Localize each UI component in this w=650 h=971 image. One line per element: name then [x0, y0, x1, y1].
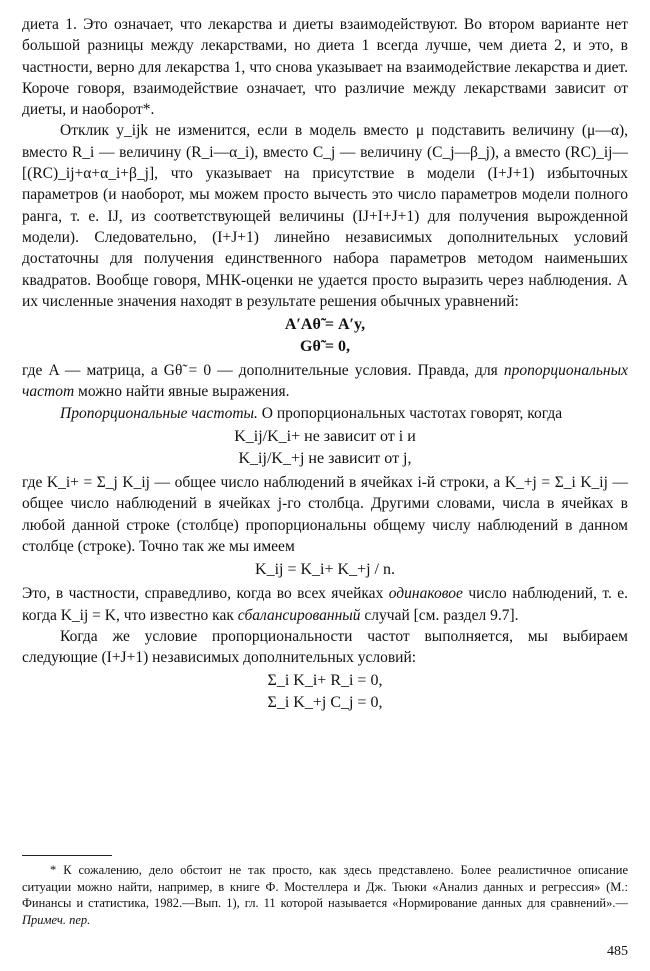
- equation-group-1: [22, 314, 628, 358]
- equation-proportional: K_ij = K_i+ K_+j / n.: [255, 561, 395, 579]
- paragraph-2: Отклик y_ijk не изменится, если в модель вместо μ подставить величину (μ—α), вместо R_i — величину (R_i—α_i), вместо C_j — величину (C_j—β_j), а вместо (RC)_ij—[(RC)_ij+α+α_i+β_j], что указывает на присутствие в модели (I+J+1) избыточных параметров (и наоборот, мы можем просто вычесть это число параметров модели полного ранга, т. е. IJ, из соответствующей величины (IJ+I+J+1) для получения вырожденной модели). Следовательно, (I+J+1) линейно независимых дополнительных условий достаточны для получения единственного набора параметров методом наименьших квадратов. Вообще говоря, МНК-оценки не удается просто выразить через наблюдения. А их численные значения находят в результате решения обычных уравнений:: [22, 122, 628, 310]
- page-number: 485: [607, 944, 628, 959]
- page-body: [22, 14, 629, 959]
- equation-row-constraint: Σ_i K_i+ R_i = 0,: [267, 672, 383, 690]
- paragraph-6-italic-equal: одинаковое: [388, 585, 463, 603]
- footnote-translator-note: Примеч. пер.: [22, 912, 91, 927]
- equation-normal: A′Aθ̃ = A′y,: [284, 316, 366, 334]
- paragraph-3-italic: пропорциональных частот: [22, 362, 628, 401]
- equation-group-2: [22, 426, 628, 470]
- paragraph-4-text: О пропорциональных частотах говорят, когда: [261, 404, 563, 422]
- paragraph-6-text-e: случай [см. раздел 9.7].: [364, 606, 519, 624]
- equation-group-4: [22, 670, 628, 714]
- paragraph-5: где K_i+ = Σ_j K_ij — общее число наблюдений в ячейках i-й строки, а K_+j = Σ_i K_ij — общее число наблюдений в ячейках j-го столбца. Другими словами, числа в ячейках в любой данной строке (столбце) пропорциональны общему числу наблюдений в данном столбце (строке). Точно так же мы имеем: [22, 474, 628, 555]
- paragraph-4: [22, 403, 628, 424]
- paragraph-6-text-c: число наблюдений, т. е. когда K_ij = K, что известно как: [22, 585, 629, 624]
- section-heading-proportional: Пропорциональные частоты.: [60, 404, 258, 422]
- paragraph-3-text-a: где A — матрица, а Gθ̃ = 0 — дополнительные условия. Правда, для: [22, 362, 498, 380]
- paragraph-6-italic-balanced: сбалансированный: [237, 606, 361, 624]
- paragraph-6: [22, 583, 628, 626]
- paragraph-3: [22, 360, 628, 403]
- footnote-divider: [22, 855, 112, 856]
- equation-col-constraint: Σ_i K_+j C_j = 0,: [267, 694, 383, 712]
- equation-constraint: Gθ̃ = 0,: [300, 338, 350, 356]
- paragraph-7: Когда же условие пропорциональности частот выполняется, мы выбираем следующие (I+J+1) независимых дополнительных условий:: [22, 627, 628, 667]
- equation-group-3: [22, 559, 628, 581]
- paragraph-1: диета 1. Это означает, что лекарства и диеты взаимодействуют. Во втором варианте нет большой разницы между лекарствами, но диета 1 всегда лучше, чем диета 2, и это, в частности, верно для лекарства 1, что снова указывает на взаимодействие лекарства и диет. Короче говоря, взаимодействие означает, что различие между лекарствами зависит от диеты, и наоборот*.: [22, 16, 628, 119]
- equation-col-ratio: K_ij/K_+j не зависит от j,: [238, 450, 412, 468]
- footnote: [22, 862, 628, 928]
- paragraph-3-text-c: можно найти явные выражения.: [78, 383, 290, 401]
- paragraph-6-text-a: Это, в частности, справедливо, когда во всех ячейках: [22, 585, 384, 603]
- footnote-text: * К сожалению, дело обстоит не так просто, как здесь представлено. Более реалистичное описание ситуации можно найти, например, в книге Ф. Мостеллера и Дж. Тьюки «Анализ данных и регрессия» (М.: Финансы и статистика, 1982.—Вып. 1), гл. 11 которой называется «Нормирование данных для сравнений».—: [22, 863, 628, 910]
- equation-row-ratio: K_ij/K_i+ не зависит от i и: [234, 428, 416, 446]
